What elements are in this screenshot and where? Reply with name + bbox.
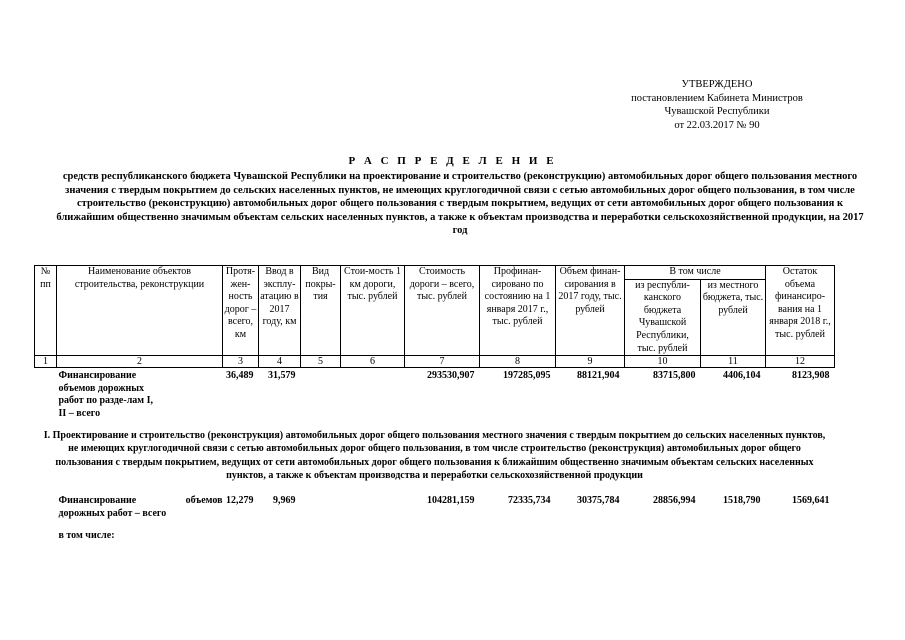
- header-including-group: В том числе: [625, 266, 766, 280]
- section-1-financing-2017: 30375,784: [577, 494, 620, 506]
- section-1-surface: [301, 489, 341, 520]
- header-cost-per-km: Стои-мость 1 км дороги, тыс. рублей: [341, 266, 405, 356]
- column-number: 9: [556, 356, 625, 368]
- total-length: 36,489: [226, 370, 254, 382]
- header-local-budget: из местного бюджета, тыс. рублей: [701, 279, 766, 356]
- approval-line-1: УТВЕРЖДЕНО: [681, 79, 753, 90]
- header-financed: Профинан-сировано по состоянию на 1 января 2017 г., тыс. рублей: [480, 266, 556, 356]
- column-number: 5: [301, 356, 341, 368]
- including-label: в том числе:: [58, 530, 115, 542]
- section-1-row-name-line1: Финансирование объемов: [58, 494, 223, 506]
- header-length: Протя-жен-ность дорог – всего, км: [223, 266, 259, 356]
- header-commissioning: Ввод в эксплу-атацию в 2017 году, км: [259, 266, 301, 356]
- section-1-commissioning: 9,969: [273, 494, 296, 506]
- approval-line-3: Чувашской Республики: [664, 106, 770, 117]
- column-number: 11: [701, 356, 766, 368]
- header-number: № пп: [35, 266, 57, 356]
- total-row-name: Финансирование объемов дорожных работ по разде-лам I, II – всего: [58, 370, 154, 419]
- column-number: 4: [259, 356, 301, 368]
- column-number: 1: [35, 356, 57, 368]
- column-number: 3: [223, 356, 259, 368]
- column-number: 7: [405, 356, 480, 368]
- section-1-row-name-line2: дорожных работ – всего: [58, 507, 167, 519]
- header-surface-type: Вид покры-тия: [301, 266, 341, 356]
- section-1-republic-budget: 28856,994: [653, 494, 696, 506]
- document-title: Р А С П Р Е Д Е Л Е Н И Е: [348, 155, 557, 167]
- total-remaining: 8123,908: [792, 370, 830, 382]
- section-1-cost-per-km: [341, 489, 405, 520]
- section-1-row-name: [35, 489, 223, 520]
- column-number: 2: [57, 356, 223, 368]
- section-1-length: 12,279: [226, 494, 254, 506]
- approval-stamp: [612, 78, 822, 132]
- header-total-cost: Стоимость дороги – всего, тыс. рублей: [405, 266, 480, 356]
- total-republic-budget: 83715,800: [653, 370, 696, 382]
- section-1-cost: 104281,159: [427, 494, 475, 506]
- distribution-table: [34, 265, 835, 543]
- header-remaining: Остаток объема финансиро-вания на 1 января 2018 г., тыс. рублей: [766, 266, 835, 356]
- total-row: [35, 368, 835, 421]
- total-surface: [301, 368, 341, 421]
- section-1-heading: I. Проектирование и строительство (реконструкция) автомобильных дорог общего пользования местного значения с твердым покрытием до сельских населенных пунктов, не имеющих круглогодичной связи с сетью автомобильных дорог общего пользования, в том числе строительство (реконструкция) автомобильных дорог общего пользования с твердым покрытием, ведущих от сети автомобильных дорог общего пользования к ближайшим общественно значимым объектам сельских населенных пунктов, а также к объектам производства и переработки сельскохозяйственной продукции: [43, 429, 826, 482]
- section-1-financed: 72335,734: [508, 494, 551, 506]
- total-cost: 293530,907: [427, 370, 475, 382]
- column-number-row: [35, 356, 835, 368]
- total-financed: 197285,095: [503, 370, 551, 382]
- section-heading-row: [35, 421, 835, 489]
- section-1-remaining: 1569,641: [792, 494, 830, 506]
- approval-line-2: постановлением Кабинета Министров: [631, 92, 803, 104]
- header-object-name: Наименование объектов строительства, реконструкции: [57, 266, 223, 356]
- column-number: 10: [625, 356, 701, 368]
- including-row: [35, 520, 835, 543]
- header-republic-budget: из республи-канского бюджета Чувашской Республики, тыс. рублей: [625, 279, 701, 356]
- document-subtitle: средств республиканского бюджета Чувашской Республики на проектирование и строительство (реконструкцию) автомобильных дорог общего пользования местного значения с твердым покрытием до сельских населенных пунктов, не имеющих круглогодичной связи с сетью автомобильных дорог общего пользования, в том числе строительство (реконструкцию) автомобильных дорог общего пользования с твердым покрытием, ведущих от сети автомобильных дорог общего пользования к ближайшим общественно значимым объектам сельских населенных пунктов, а также к объектам производства и переработки сельскохозяйственной продукции, на 2017 год: [56, 171, 864, 237]
- total-financing-2017: 88121,904: [577, 370, 620, 382]
- approval-line-4: от 22.03.2017 № 90: [674, 119, 760, 131]
- total-local-budget: 4406,104: [723, 370, 761, 382]
- column-number: 12: [766, 356, 835, 368]
- header-financing-2017: Объем финан-сирования в 2017 году, тыс. рублей: [556, 266, 625, 356]
- section-1-local-budget: 1518,790: [723, 494, 761, 506]
- table-header-row: [35, 266, 835, 280]
- section-1-total-row: [35, 489, 835, 520]
- column-number: 8: [480, 356, 556, 368]
- total-commissioning: 31,579: [268, 370, 296, 382]
- total-cost-per-km: [341, 368, 405, 421]
- column-number: 6: [341, 356, 405, 368]
